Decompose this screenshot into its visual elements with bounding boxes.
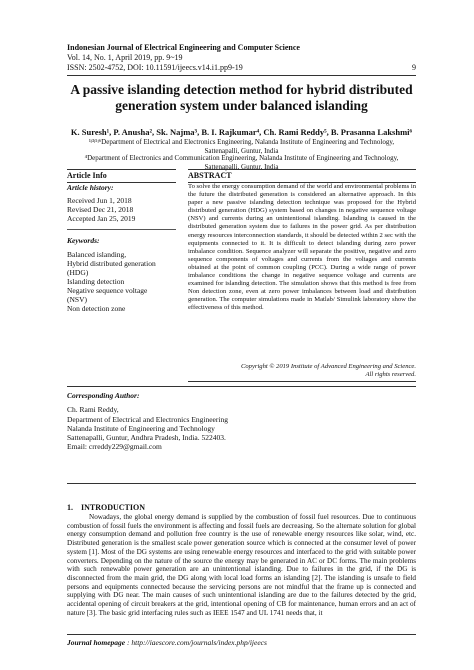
section-title: INTRODUCTION <box>81 503 146 512</box>
keywords-heading: Keywords: <box>67 236 100 245</box>
homepage-sep: : <box>125 638 132 647</box>
homepage-label: Journal homepage <box>67 638 126 647</box>
corresponding-line: Department of Electrical and Electronics Engineering <box>67 414 228 424</box>
corresponding-author-block <box>67 391 416 452</box>
corresponding-line: Sattenapalli, Guntur, Andhra Pradesh, India. 522403. <box>67 433 226 443</box>
corresponding-line: Nalanda Institute of Engineering and Technology <box>67 423 215 433</box>
article-history-heading: Article history: <box>67 183 114 192</box>
corresponding-top-divider <box>67 386 416 387</box>
article-history <box>67 183 179 223</box>
corresponding-line: Ch. Rami Reddy, <box>67 405 119 415</box>
history-received: Received Jun 1, 2018 <box>67 196 132 205</box>
keyword-item: Hybrid distributed generation <box>67 259 156 268</box>
keyword-item: Islanding detection <box>67 277 125 286</box>
author-list: K. Suresh¹, P. Anusha², Sk. Najma³, B. I. Rajkumar⁴, Ch. Rami Reddy⁵, B. Prasanna Lakshmi⁶ <box>70 127 413 137</box>
section-number: 1. <box>67 503 73 512</box>
homepage-url[interactable]: http://iaescore.com/journals/index.php/ijeecs <box>131 638 267 647</box>
copyright-line-1: Copyright © 2019 Institute of Advanced Engineering and Science. <box>240 363 416 370</box>
keywords-block <box>67 236 179 313</box>
page-number: 9 <box>412 63 416 72</box>
paper-title: A passive islanding detection method for hybrid distributed generation system under balanced islanding <box>70 82 413 113</box>
corresponding-heading: Corresponding Author: <box>67 391 140 400</box>
keyword-item: (NSV) <box>67 295 87 304</box>
header-divider <box>67 75 416 76</box>
corresponding-email: Email: crreddy229@gmail.com <box>67 442 162 452</box>
keyword-item: Negative sequence voltage <box>67 286 148 295</box>
article-history-divider <box>67 229 176 230</box>
copyright-notice <box>188 363 416 379</box>
journal-issn-doi: ISSN: 2502-4752, DOI: 10.11591/ijeecs.v14.i1.pp9-19 <box>67 63 243 72</box>
keyword-item: (HDG) <box>67 268 89 277</box>
affiliation-2-line1: ⁴Department of Electronics and Communication Engineering, Nalanda Institute of Engineering and Technology, <box>84 154 399 162</box>
history-accepted: Accepted Jan 25, 2019 <box>67 214 136 223</box>
history-revised: Revised Dec 21, 2018 <box>67 205 134 214</box>
journal-homepage <box>67 638 267 647</box>
footer-divider <box>67 634 416 635</box>
affiliation-1-line1: ¹ʲ³ʲ⁵ʲ⁶Department of Electrical and Electronics Engineering, Nalanda Institute of Engineering and Technology, <box>88 138 395 146</box>
affiliation-1-line2: Sattenapalli, Guntur, India <box>204 146 279 155</box>
introduction-heading <box>67 503 145 512</box>
keyword-item: Balanced islanding, <box>67 250 127 259</box>
abstract-divider <box>188 381 416 382</box>
affiliation-2-line2: Sattenapalli, Guntur, India <box>204 162 279 171</box>
journal-volume: Vol. 14, No. 1, April 2019, pp. 9~19 <box>67 53 183 62</box>
journal-header <box>67 43 300 73</box>
copyright-line-2: All rights reserved. <box>365 371 416 378</box>
affiliation-1 <box>67 138 416 155</box>
article-info-heading: Article Info <box>67 169 176 183</box>
abstract-text: To solve the energy consumption demand of the world and environmental problems in the future the distributed generation is considered an alternative approach. In this paper a new passive islanding detection technique was proposed for the Hybrid distributed generation (HDG) system based on changes in negative sequence voltage (NSV) and currents during an unintentional islanding. Islanding is caused in the distributed generation system due to failures in the power grid. As per distribution energy resources interconnection standards, it should be detected within 2 sec with the equipments connected to it. It is difficult to detect islanding during zero power imbalance condition. Sequence analyzer will separate the positive, negative and zero sequence components of voltages and currents from the voltages and currents obtained at the point of common coupling (PCC). During a wide range of power imbalance conditions the change in negative sequence voltage and currents are examined for islanding detection. The simulation shows that this method is free from Non detection zone, even at zero power imbalances between load and distribution generation. The computer simulations made in Matlab/ Simulink laboratory show the effectiveness of this method. <box>188 183 416 312</box>
journal-name: Indonesian Journal of Electrical Engineering and Computer Science <box>67 43 300 52</box>
corresponding-bottom-divider <box>67 483 416 484</box>
keyword-item: Non detection zone <box>67 304 126 313</box>
introduction-text: Nowadays, the global energy demand is supplied by the combustion of fossil fuel resources. Due to continuous combustion of fossil fuels the environment is affecting and fossil fuels are decreasing. So the alternate solution for global energy consumption demand and pollution free country is the use of renewable energy resources like solar, wind, etc. Distributed generation is the smallest scale power generation source which is connected at the consumer level of power system [1]. Most of the DG systems are using renewable energy resources and interfaced to the grid with suitable power converters. Depending on the nature of the source the energy may be generated in AC or DC forms. The main problems with such renewable power generation are an unintentional islanding. Due to failures in the grid, if the DG is disconnected from the main grid, the DG along with local load forms an islanding [2]. The islanding is unsafe to field persons and equipments connected because the servicing persons are not mindful that the frame up is connected and supplying with DG near. The main causes of such unintentional islanding are due to the failures detected by the grid, accidental opening of circuit breakers at the grid, intentional opening of CB for maintenance, human errors and an act of nature [3]. The basic grid interfacing rules such as IEEE 1547 and UL 1741 needs that, it <box>67 513 416 617</box>
abstract-heading: ABSTRACT <box>188 169 416 183</box>
